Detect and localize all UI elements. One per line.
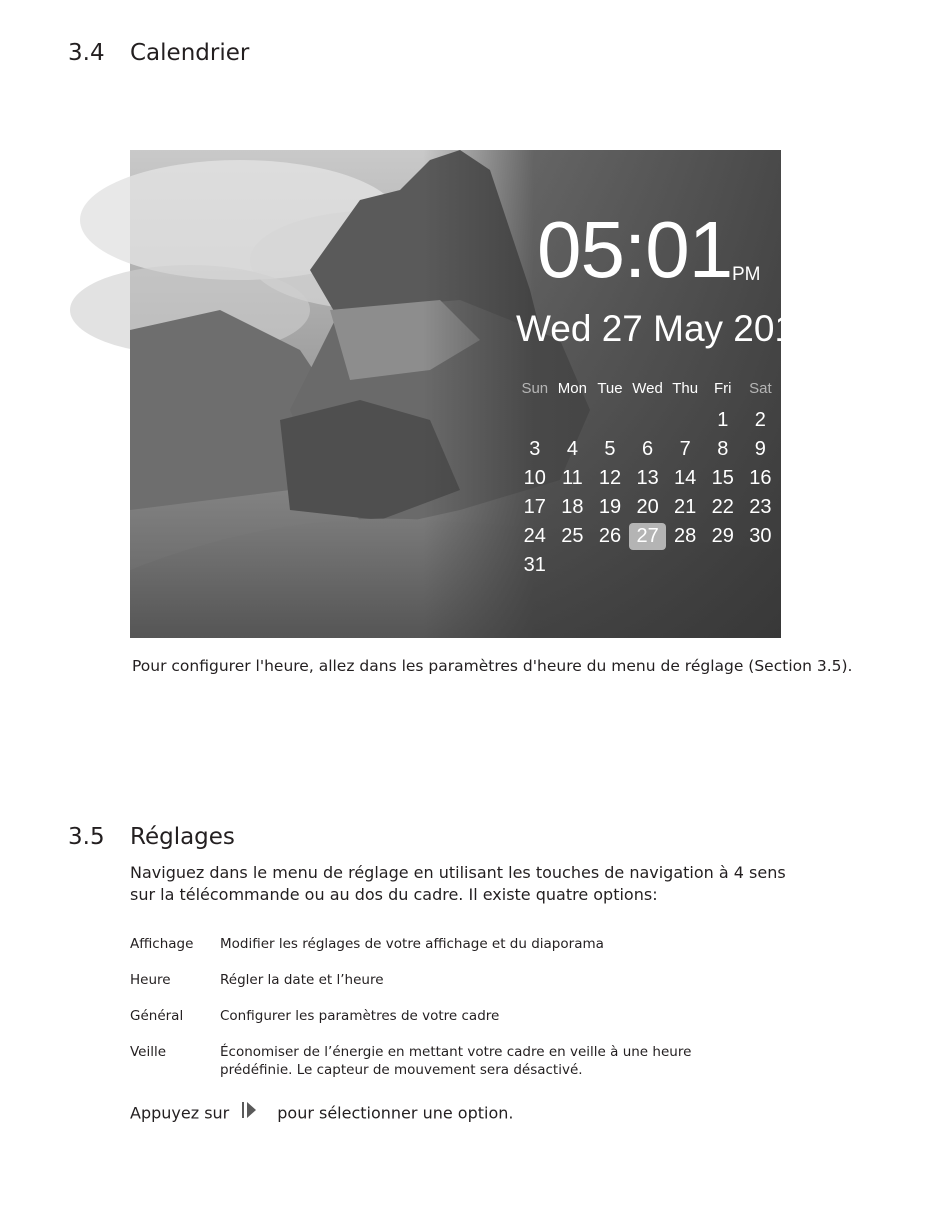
calendar-day: 5 (604, 438, 616, 460)
section-number: 3.5 (68, 824, 105, 850)
calendar-week-row (516, 493, 780, 522)
instruction-text-after: pour sélectionner une option. (277, 1103, 514, 1123)
option-name: Veille (130, 1044, 167, 1060)
select-instruction (130, 1103, 513, 1125)
calendar-day: 29 (711, 525, 734, 547)
calendar-week-row (516, 464, 780, 493)
calendar-day: 25 (561, 525, 584, 547)
option-description (220, 1043, 720, 1079)
calendar-day: 16 (749, 467, 772, 489)
option-name: Général (130, 1008, 184, 1024)
calendar-day: 1 (717, 409, 729, 431)
calendar-day: 8 (717, 438, 729, 460)
intro-paragraph (130, 862, 830, 906)
calendar-day: 7 (679, 438, 691, 460)
weekday-label: Sat (749, 380, 772, 397)
calendar-day: 19 (598, 496, 622, 518)
calendar-day: 13 (636, 467, 659, 489)
calendar-day: 26 (598, 525, 622, 547)
calendar-day (554, 551, 592, 580)
calendar-day (516, 406, 554, 435)
option-description: Régler la date et l’heure (220, 972, 384, 988)
calendar-day (554, 406, 592, 435)
section-heading-calendrier (68, 40, 249, 66)
calendar-day (629, 406, 667, 435)
calendar-day: 31 (523, 554, 546, 576)
calendar-caption: Pour configurer l'heure, allez dans les paramètres d'heure du menu de réglage (Section 3.5). (132, 657, 853, 675)
calendar-day: 10 (523, 467, 546, 489)
calendar-week-row (516, 522, 780, 551)
option-description-line: Économiser de l’énergie en mettant votre cadre en veille à une heure (220, 1044, 692, 1060)
calendar-day (666, 406, 704, 435)
calendar-day: 21 (674, 496, 697, 518)
calendar-day: 15 (711, 467, 734, 489)
calendar-day (591, 551, 629, 580)
section-title: Calendrier (130, 40, 250, 66)
calendar-day: 17 (523, 496, 546, 518)
calendar-day: 22 (711, 496, 734, 518)
section-title: Réglages (130, 824, 235, 850)
intro-line: Naviguez dans le menu de réglage en utilisant les touches de navigation à 4 sens (130, 863, 786, 882)
option-description: Configurer les paramètres de votre cadre (220, 1008, 500, 1024)
calendar-day: 2 (754, 409, 766, 431)
weekday-label: Sun (521, 380, 549, 397)
calendar-day: 4 (566, 438, 578, 460)
calendar-day: 20 (636, 496, 659, 518)
photo-frame-screen (130, 150, 816, 638)
section-number: 3.4 (68, 40, 105, 66)
calendar-day-selected: 27 (629, 523, 667, 550)
calendar-week-row (516, 406, 780, 435)
play-pause-icon (241, 1101, 257, 1123)
option-name: Affichage (130, 936, 194, 952)
clock-display (537, 204, 761, 296)
calendar-day: 18 (561, 496, 584, 518)
month-calendar (516, 380, 780, 580)
calendar-day: 11 (562, 467, 583, 489)
calendar-weekday-header (516, 380, 780, 397)
calendar-grid (516, 406, 780, 580)
intro-line: sur la télécommande ou au dos du cadre. Il existe quatre options: (130, 885, 658, 904)
calendar-day: 24 (523, 525, 546, 547)
clock-ampm: PM (732, 264, 761, 285)
calendar-day: 9 (754, 438, 766, 460)
calendar-day: 30 (749, 525, 772, 547)
option-description-line: prédéfinie. Le capteur de mouvement sera désactivé. (220, 1062, 583, 1078)
calendar-week-row (516, 551, 780, 580)
section-heading-reglages (68, 824, 235, 850)
option-name: Heure (130, 972, 171, 988)
weekday-label: Fri (714, 380, 732, 397)
weekday-label: Tue (597, 380, 623, 397)
calendar-day: 3 (529, 438, 541, 460)
weekday-label: Thu (672, 380, 699, 397)
calendar-day (742, 551, 780, 580)
clock-time: 05:01 (537, 205, 733, 294)
instruction-text-before: Appuyez sur (130, 1103, 230, 1123)
weekday-label: Mon (557, 380, 587, 397)
option-description: Modifier les réglages de votre affichage et du diaporama (220, 936, 604, 952)
calendar-day: 28 (674, 525, 697, 547)
calendar-day: 12 (598, 467, 622, 489)
calendar-day (629, 551, 667, 580)
calendar-day (666, 551, 704, 580)
weekday-label: Wed (632, 380, 663, 397)
calendar-day (704, 551, 742, 580)
calendar-day: 6 (642, 438, 654, 460)
calendar-week-row (516, 435, 780, 464)
calendar-day (591, 406, 629, 435)
calendar-day: 23 (749, 496, 772, 518)
date-display: Wed 27 May 2015 (516, 308, 816, 349)
calendar-day: 14 (674, 467, 697, 489)
